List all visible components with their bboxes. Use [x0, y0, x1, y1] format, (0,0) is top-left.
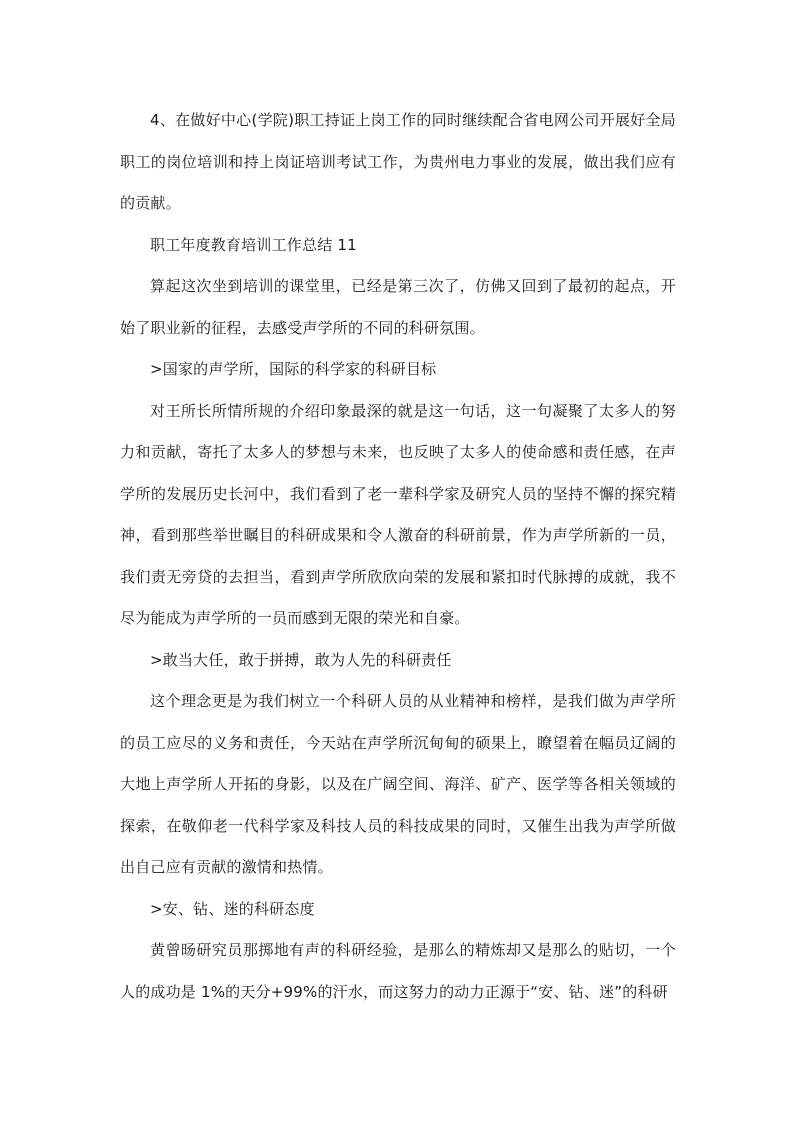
section-title: 职工年度教育培训工作总结 11 [150, 235, 357, 254]
paragraph-training-plan: 4、在做好中心(学院)职工持证上岗工作的同时继续配合省电网公司开展好全局职工的岗位培训和持上岗证培训考试工作，为贵州电力事业的发展，做出我们应有的贡献。 [120, 111, 676, 212]
subheading-research-goal: >国家的声学所，国际的科学家的科研目标 [150, 360, 437, 378]
paragraph-research-goal: 对王所长所情所规的介绍印象最深的就是这一句话，这一句凝聚了太多人的努力和贡献，寄托了太多人的梦想与未来，也反映了太多人的使命感和责任感，在声学所的发展历史长河中，我们看到了老一辈科学家及研究人员的坚持不懈的探究精神，看到那些举世瞩目的科研成果和令人激奋的科研前景，作为声学所新的一员，我们责无旁贷的去担当，看到声学所欣欣向荣的发展和紧扣时代脉搏的成就，我不尽为能成为声学所的一员而感到无限的荣光和自豪。 [120, 401, 676, 627]
paragraph-research-attitude: 黄曾旸研究员那掷地有声的科研经验，是那么的精炼却又是那么的贴切，一个人的成功是 1%的天分+99%的汗水，而这努力的动力正源于“安、钻、迷”的科研 [120, 941, 676, 1001]
paragraph-research-responsibility: 这个理念更是为我们树立一个科研人员的从业精神和榜样，是我们做为声学所的员工应尽的义务和责任，今天站在声学所沉甸甸的硕果上，瞭望着在幅员辽阔的大地上声学所人开拓的身影，以及在广阔空间、海洋、矿产、医学等各相关领域的探索，在敬仰老一代科学家及科技人员的科技成果的同时，又催生出我为声学所做出自己应有贡献的激情和热情。 [120, 692, 676, 876]
paragraph-intro: 算起这次坐到培训的课堂里，已经是第三次了，仿佛又回到了最初的起点，开始了职业新的征程，去感受声学所的不同的科研氛围。 [120, 277, 676, 337]
document-body [120, 100, 676, 1013]
subheading-research-responsibility: >敢当大任，敢于拼搏，敢为人先的科研责任 [150, 650, 452, 669]
subheading-research-attitude: >安、钻、迷的科研态度 [150, 899, 315, 918]
